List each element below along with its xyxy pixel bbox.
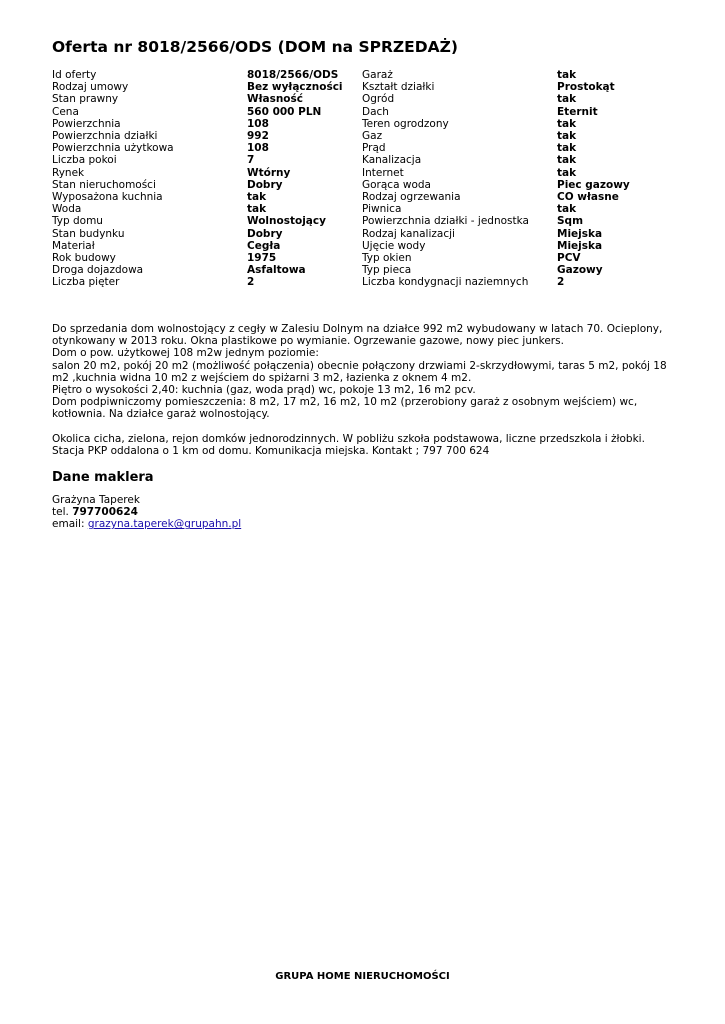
property-label: Piwnica	[362, 203, 402, 216]
property-value: 992	[247, 130, 269, 143]
property-details-table	[52, 69, 630, 289]
phone-label: tel.	[52, 506, 69, 519]
property-label: Stan nieruchomości	[52, 178, 156, 191]
property-row	[52, 106, 630, 118]
description-line: Dom podpiwniczomy pomieszczenia: 8 m2, 17 m2, 16 m2, 10 m2 (przerobiony garaż z osobnym wejściem) wc, kotłownia. Na działce garaż wolnostojący.	[52, 396, 638, 421]
property-label: Ujęcie wody	[362, 239, 426, 252]
property-row	[52, 93, 630, 105]
property-label: Stan prawny	[52, 93, 119, 106]
property-value: Własność	[247, 93, 303, 106]
property-label: Powierzchnia	[52, 117, 121, 130]
property-value: Bez wyłączności	[247, 81, 343, 94]
property-label: Liczba pokoi	[52, 154, 117, 167]
property-value: 108	[247, 142, 269, 155]
paragraph-gap	[52, 421, 672, 433]
property-label: Rok budowy	[52, 252, 116, 265]
property-value: Dobry	[247, 227, 283, 240]
property-value: CO własne	[557, 191, 619, 204]
property-value: Piec gazowy	[557, 178, 630, 191]
property-value: tak	[557, 142, 577, 155]
property-label: Powierzchnia użytkowa	[52, 142, 174, 155]
agent-phone-row	[52, 506, 241, 518]
property-row	[52, 240, 630, 252]
property-details-body	[52, 69, 630, 289]
property-label: Typ okien	[362, 252, 412, 265]
property-row	[52, 130, 630, 142]
property-value: Cegła	[247, 239, 281, 252]
property-value: tak	[557, 93, 577, 106]
property-value: Dobry	[247, 178, 283, 191]
agent-phone: 797700624	[72, 506, 138, 519]
property-row	[52, 69, 630, 81]
agent-contact	[52, 494, 241, 531]
property-row	[52, 215, 630, 227]
property-value: 1975	[247, 252, 277, 265]
description-closing: Okolica cicha, zielona, rejon domków jednorodzinnych. W pobliżu szkoła podstawowa, liczne przedszkola i żłobki. Stacja PKP oddalona o 1 km od domu. Komunikacja miejska. Kontakt ; 797 700 624	[52, 432, 645, 458]
email-label: email:	[52, 518, 85, 531]
offer-description	[52, 323, 672, 457]
agent-email-link[interactable]: grazyna.taperek@grupahn.pl	[87, 518, 242, 531]
property-label: Internet	[362, 166, 404, 179]
property-row	[52, 81, 630, 93]
property-row	[52, 252, 630, 264]
property-row	[52, 142, 630, 154]
property-value: Prostokąt	[557, 81, 615, 94]
property-label: Prąd	[362, 142, 386, 155]
property-value: tak	[557, 130, 577, 143]
property-value: 2	[247, 276, 255, 289]
property-label: Liczba pięter	[52, 276, 120, 289]
property-label: Kanalizacja	[362, 154, 422, 167]
property-label: Droga dojazdowa	[52, 264, 144, 277]
property-label: Rodzaj kanalizacji	[362, 227, 455, 240]
footer-company-name: GRUPA HOME NIERUCHOMOŚCI	[275, 971, 450, 982]
property-label: Id oferty	[52, 69, 97, 81]
description-line: Do sprzedania dom wolnostojący z cegły w Zalesiu Dolnym na działce 992 m2 wybudowany w latach 70. Ocieplony, otynkowany w 2013 roku. Okna plastikowe po wymianie. Ogrzewanie gazowe, nowy piec junkers.	[52, 323, 663, 348]
property-value: tak	[247, 203, 267, 216]
property-value: Wolnostojący	[247, 215, 326, 228]
property-value: tak	[557, 154, 577, 167]
page-title: Oferta nr 8018/2566/ODS (DOM na SPRZEDAŻ)	[52, 38, 458, 56]
property-value: tak	[557, 117, 577, 130]
property-label: Cena	[52, 105, 79, 118]
property-label: Woda	[52, 203, 82, 216]
property-label: Gorąca woda	[362, 178, 431, 191]
agent-email-row	[52, 518, 241, 530]
description-line: Dom o pow. użytkowej 108 m2w jednym poziomie:	[52, 347, 319, 360]
property-value: Eternit	[557, 105, 598, 118]
property-label: Materiał	[52, 239, 95, 252]
property-value: 7	[247, 154, 255, 167]
agent-name: Grażyna Taperek	[52, 494, 140, 506]
property-label: Teren ogrodzony	[362, 117, 449, 130]
property-label: Rodzaj umowy	[52, 81, 129, 94]
property-value: PCV	[557, 252, 581, 265]
property-value: tak	[247, 191, 267, 204]
property-value: tak	[557, 69, 577, 81]
property-row	[52, 191, 630, 203]
property-label: Kształt działki	[362, 81, 435, 94]
property-label: Dach	[362, 105, 389, 118]
property-label: Typ domu	[52, 215, 103, 228]
property-value: Sqm	[557, 215, 584, 228]
property-label: Wyposażona kuchnia	[52, 191, 163, 204]
description-line: salon 20 m2, pokój 20 m2 (możliwość połączenia) obecnie połączony drzwiami 2-skrzydłowymi, taras 5 m2, pokój 18 m2 ,kuchnia widna 10 m2 z wejściem do spiżarni 3 m2, łazienka z oknem 4 m2.	[52, 359, 667, 384]
property-label: Liczba kondygnacji naziemnych	[362, 276, 529, 289]
description-line: Piętro o wysokości 2,40: kuchnia (gaz, woda prąd) wc, pokoje 13 m2, 16 m2 pcv.	[52, 384, 476, 397]
property-label: Gaz	[362, 130, 383, 143]
property-value: tak	[557, 166, 577, 179]
property-label: Typ pieca	[362, 264, 412, 277]
property-row	[52, 228, 630, 240]
property-label: Stan budynku	[52, 227, 125, 240]
property-row	[52, 276, 630, 288]
property-value: Miejska	[557, 239, 603, 252]
property-value: 560 000 PLN	[247, 105, 322, 118]
property-label: Garaż	[362, 69, 393, 81]
property-row	[52, 179, 630, 191]
property-row	[52, 203, 630, 215]
property-value: 2	[557, 276, 565, 289]
property-label: Ogród	[362, 93, 395, 106]
property-value: Asfaltowa	[247, 264, 306, 277]
property-row	[52, 167, 630, 179]
property-row	[52, 264, 630, 276]
property-row	[52, 154, 630, 166]
property-label: Rodzaj ogrzewania	[362, 191, 461, 204]
property-value: 8018/2566/ODS	[247, 69, 339, 81]
property-label: Powierzchnia działki - jednostka	[362, 215, 529, 228]
property-value: Miejska	[557, 227, 603, 240]
property-value: Gazowy	[557, 264, 603, 277]
property-label: Powierzchnia działki	[52, 130, 158, 143]
property-value: Wtórny	[247, 166, 291, 179]
property-label: Rynek	[52, 166, 85, 179]
property-value: tak	[557, 203, 577, 216]
property-value: 108	[247, 117, 269, 130]
agent-heading: Dane maklera	[52, 470, 154, 485]
property-row	[52, 118, 630, 130]
